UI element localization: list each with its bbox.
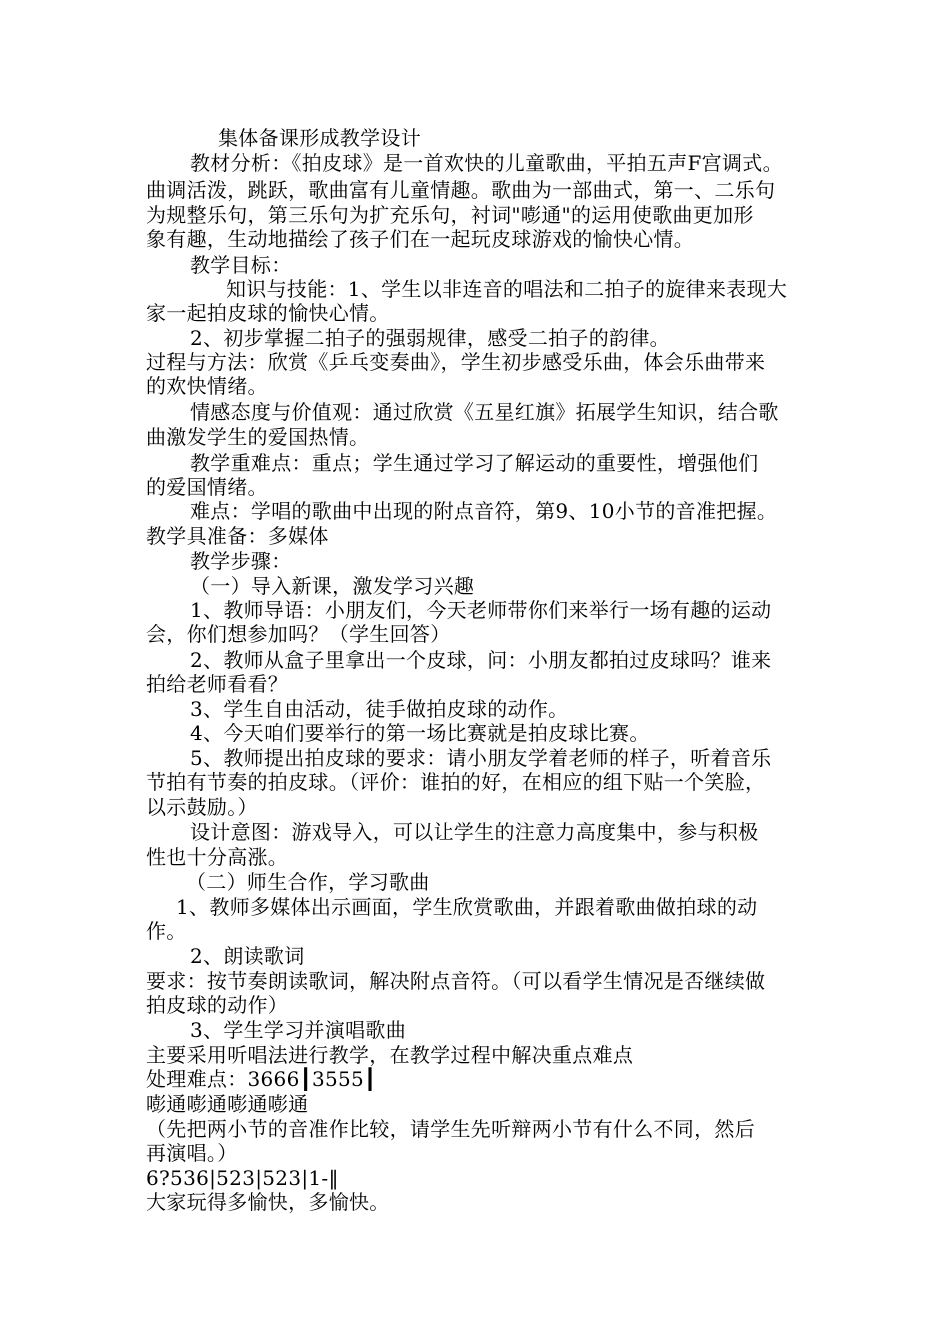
paragraph-line: 3、学生自由活动，徒手做拍皮球的动作。: [190, 697, 569, 721]
paragraph-line: 拍皮球的动作）: [146, 993, 289, 1017]
paragraph-line: 知识与技能：1、学生以非连音的唱法和二拍子的旋律来表现大: [226, 277, 788, 301]
lyrics-line: 大家玩得多愉快，多愉快。: [146, 1190, 390, 1214]
paragraph-line: 教学具准备：多媒体: [146, 524, 329, 548]
paragraph-line: 节拍有节奏的拍皮球。（评价：谁拍的好，在相应的组下贴一个笑脸，: [146, 770, 766, 794]
paragraph-line: 4、今天咱们要举行的第一场比赛就是拍皮球比赛。: [190, 721, 650, 745]
paragraph-line: 5、教师提出拍皮球的要求：请小朋友学着老师的样子，听着音乐: [190, 746, 772, 770]
paragraph-line: 1、教师多媒体出示画面，学生欣赏歌曲，并跟着歌曲做拍球的动: [176, 895, 758, 919]
paragraph-line: 拍给老师看看？: [146, 672, 289, 696]
paragraph-line: （先把两小节的音准作比较，请学生先听辩两小节有什么不同，然后: [146, 1117, 755, 1141]
section-heading: （二）师生合作，学习歌曲: [186, 870, 430, 894]
paragraph-line: 2、教师从盒子里拿出一个皮球，问：小朋友都拍过皮球吗？谁来: [190, 648, 772, 672]
paragraph-line: 教材分析：《拍皮球》是一首欢快的儿童歌曲，平拍五声F宫调式。: [190, 151, 783, 175]
section-heading: 教学目标：: [190, 253, 292, 277]
paragraph-line: 家一起拍皮球的愉快心情。: [146, 301, 390, 325]
paragraph-line: 要求：按节奏朗读歌词，解决附点音符。（可以看学生情况是否继续做: [146, 969, 766, 993]
paragraph-line: 性也十分高涨。: [146, 845, 289, 869]
paragraph-line: 主要采用听唱法进行教学，在教学过程中解决重点难点: [146, 1043, 634, 1067]
paragraph-line: 设计意图：游戏导入，可以让学生的注意力高度集中，参与积极: [190, 820, 759, 844]
paragraph-line: 以示鼓励。）: [146, 795, 258, 819]
paragraph-line: 过程与方法：欣赏《乒乓变奏曲》，学生初步感受乐曲，体会乐曲带来: [146, 350, 766, 374]
paragraph-line: 象有趣，生动地描绘了孩子们在一起玩皮球游戏的愉快心情。: [146, 227, 695, 251]
paragraph-line: 的欢快情绪。: [146, 374, 268, 398]
section-heading: （一）导入新课，激发学习兴趣: [190, 574, 475, 598]
paragraph-line: 3、学生学习并演唱歌曲: [190, 1018, 407, 1042]
notation-line: 6?536|523|523|1-‖: [146, 1166, 339, 1190]
paragraph-line: 曲激发学生的爱国热情。: [146, 425, 370, 449]
paragraph-line: 教学重难点：重点；学生通过学习了解运动的重要性，增强他们: [190, 451, 759, 475]
lyrics-line: 嘭通嘭通嘭通嘭通: [146, 1092, 309, 1116]
paragraph-line: 2、初步掌握二拍子的强弱规律，感受二拍子的韵律。: [190, 326, 670, 350]
paragraph-line: 再演唱。）: [146, 1141, 238, 1165]
paragraph-line: 1、教师导语：小朋友们，今天老师带你们来举行一场有趣的运动: [190, 598, 772, 622]
section-heading: 教学步骤：: [190, 549, 292, 573]
paragraph-line: 2、朗读歌词: [190, 944, 305, 968]
notation-line: 处理难点：3666┃3555┃: [146, 1067, 377, 1091]
paragraph-line: 难点：学唱的歌曲中出现的附点音符，第9、10小节的音准把握。: [190, 499, 778, 523]
paragraph-line: 会，你们想参加吗？（学生回答）: [146, 622, 451, 646]
paragraph-line: 作。: [146, 919, 187, 943]
paragraph-line: 为规整乐句，第三乐句为扩充乐句，衬词"嘭通"的运用使歌曲更加形: [146, 203, 754, 227]
document-title: 集体备课形成教学设计: [218, 126, 421, 150]
paragraph-line: 情感态度与价值观：通过欣赏《五星红旗》拓展学生知识，结合歌: [190, 400, 779, 424]
paragraph-line: 的爱国情绪。: [146, 475, 268, 499]
paragraph-line: 曲调活泼，跳跃，歌曲富有儿童情趣。歌曲为一部曲式，第一、二乐句: [146, 178, 776, 202]
